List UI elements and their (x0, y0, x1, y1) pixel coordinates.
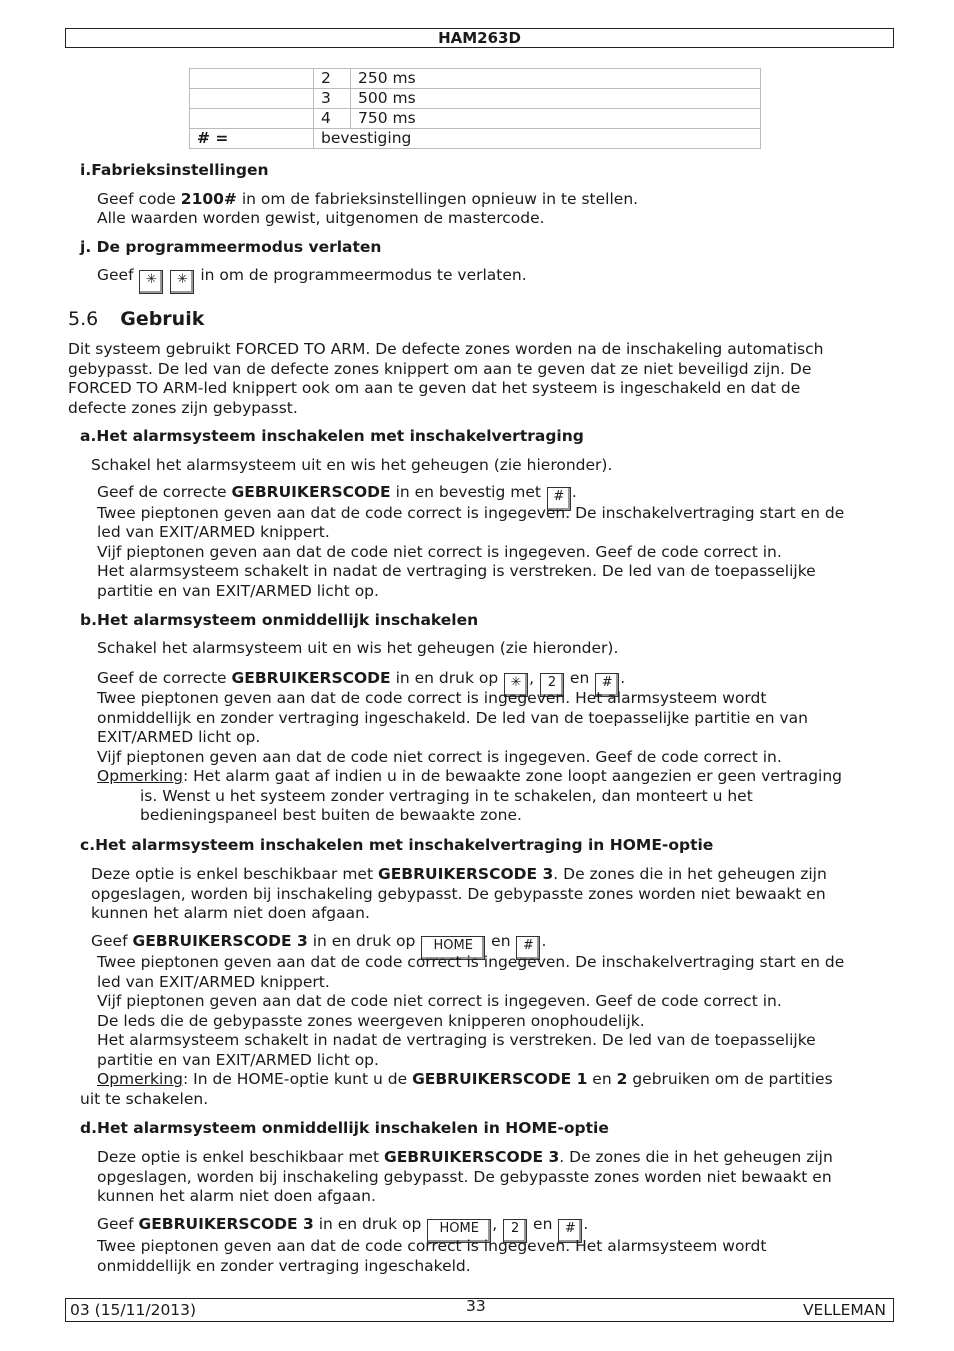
paragraph: Geef GEBRUIKERSCODE 3 in en druk op HOME en # . (91, 932, 546, 960)
table-cell: 750 ms (351, 109, 761, 129)
paragraph: led van EXIT/ARMED knippert. (97, 972, 330, 991)
table-cell: 2 (314, 69, 351, 89)
hash-key-icon: # (595, 673, 619, 697)
heading-i: i.Fabrieksinstellingen (80, 161, 269, 179)
star-key-icon: ✳ (139, 270, 163, 294)
paragraph: opgeslagen, worden bij inschakeling gebypasst. De gebypasste zones worden niet bewaakt en (97, 1167, 832, 1186)
hash-key-icon: # (558, 1219, 582, 1243)
heading-j: j. De programmeermodus verlaten (80, 238, 382, 256)
footer-date: 03 (15/11/2013) (70, 1301, 197, 1319)
page-footer (65, 1298, 894, 1322)
paragraph: led van EXIT/ARMED knippert. (97, 523, 330, 541)
paragraph: FORCED TO ARM-led knippert ook om aan te geven dat het systeem is ingeschakeld en dat de (68, 379, 801, 397)
value-table (189, 68, 761, 149)
paragraph: onmiddellijk en zonder vertraging ingeschakeld. (97, 1256, 471, 1275)
home-key-icon: HOME (421, 936, 485, 960)
table-cell: # = (190, 129, 314, 149)
hash-key-icon: # (516, 936, 540, 960)
table-cell (190, 89, 314, 109)
hash-key-icon: # (547, 487, 571, 511)
heading-a: a.Het alarmsysteem inschakelen met inschakelvertraging (80, 427, 584, 445)
paragraph: Geef de correcte GEBRUIKERSCODE in en bevestig met # . (97, 483, 577, 511)
table-cell: 3 (314, 89, 351, 109)
paragraph: Twee pieptonen geven aan dat de code correct is ingegeven. Het alarmsysteem wordt (97, 1237, 767, 1255)
table-cell: 500 ms (351, 89, 761, 109)
paragraph: defecte zones zijn gebypasst. (68, 398, 298, 417)
paragraph: Schakel het alarmsysteem uit en wis het geheugen (zie hieronder). (91, 456, 613, 474)
page-number: 33 (466, 1297, 486, 1315)
table-row (190, 89, 761, 109)
paragraph: Het alarmsysteem schakelt in nadat de vertraging is verstreken. De led van de toepasselijke (97, 562, 816, 580)
table-cell: 4 (314, 109, 351, 129)
two-key-icon: 2 (540, 673, 564, 697)
table-cell (190, 69, 314, 89)
paragraph: EXIT/ARMED licht op. (97, 728, 261, 746)
paragraph: partitie en van EXIT/ARMED licht op. (97, 1050, 379, 1069)
table-row (190, 109, 761, 129)
star-key-icon: ✳ (170, 270, 194, 294)
two-key-icon: 2 (503, 1219, 527, 1243)
paragraph: Geef ✳ ✳ in om de programmeermodus te verlaten. (97, 266, 527, 294)
paragraph: kunnen het alarm niet doen afgaan. (91, 904, 370, 922)
note: Opmerking: In de HOME-optie kunt u de GEBRUIKERSCODE 1 en 2 gebruiken om de partities (97, 1070, 833, 1088)
footer-brand: VELLEMAN (802, 1301, 886, 1319)
paragraph: Vijf pieptonen geven aan dat de code niet correct is ingegeven. Geef de code correct in. (97, 747, 782, 766)
paragraph: onmiddellijk en zonder vertraging ingeschakeld. De led van de toepasselijke partitie en van (97, 708, 808, 727)
table-row (190, 129, 761, 149)
paragraph: Twee pieptonen geven aan dat de code correct is ingegeven. De inschakelvertraging start en de (97, 504, 845, 522)
note: bedieningspaneel best buiten de bewaakte zone. (140, 806, 522, 824)
paragraph: Deze optie is enkel beschikbaar met GEBRUIKERSCODE 3. De zones die in het geheugen zijn (91, 865, 827, 883)
section-heading: 5.6 Gebruik (68, 308, 205, 330)
page-header (65, 28, 894, 48)
home-key-icon: HOME (427, 1219, 491, 1243)
heading-d: d.Het alarmsysteem onmiddellijk inschakelen in HOME-optie (80, 1119, 609, 1137)
paragraph: Dit systeem gebruikt FORCED TO ARM. De defecte zones worden na de inschakeling automatisch (68, 340, 824, 358)
paragraph: Alle waarden worden gewist, uitgenomen de mastercode. (97, 209, 545, 227)
paragraph: De leds die de gebypasste zones weergeven knipperen onophoudelijk. (97, 1011, 645, 1030)
paragraph: Vijf pieptonen geven aan dat de code niet correct is ingegeven. Geef de code correct in. (97, 542, 782, 561)
paragraph: Geef de correcte GEBRUIKERSCODE in en druk op ✳ , 2 en # . (97, 669, 625, 697)
star-key-icon: ✳ (504, 673, 528, 697)
model-title: HAM263D (438, 29, 521, 47)
paragraph: Twee pieptonen geven aan dat de code correct is ingegeven. De inschakelvertraging start en de (97, 953, 845, 971)
note: is. Wenst u het systeem zonder vertraging in te schakelen, dan monteert u het (140, 786, 753, 805)
paragraph: partitie en van EXIT/ARMED licht op. (97, 581, 379, 600)
heading-b: b.Het alarmsysteem onmiddellijk inschakelen (80, 611, 479, 629)
note: Opmerking: Het alarm gaat af indien u in de bewaakte zone loopt aangezien er geen vertraging (97, 767, 843, 785)
table-cell: 250 ms (351, 69, 761, 89)
paragraph: Twee pieptonen geven aan dat de code correct is ingegeven. Het alarmsysteem wordt (97, 689, 767, 707)
paragraph: Schakel het alarmsysteem uit en wis het geheugen (zie hieronder). (97, 639, 619, 657)
paragraph: gebypasst. De led van de defecte zones knippert om aan te geven dat ze niet beveiligd zijn. De (68, 359, 812, 378)
heading-c: c.Het alarmsysteem inschakelen met inschakelvertraging in HOME-optie (80, 836, 714, 854)
paragraph: Het alarmsysteem schakelt in nadat de vertraging is verstreken. De led van de toepasselijke (97, 1031, 816, 1049)
table-cell (190, 109, 314, 129)
paragraph: Geef GEBRUIKERSCODE 3 in en druk op HOME , 2 en # . (97, 1215, 588, 1243)
paragraph: Geef code 2100# in om de fabrieksinstellingen opnieuw in te stellen. (97, 190, 639, 208)
table-row (190, 69, 761, 89)
paragraph: opgeslagen, worden bij inschakeling gebypasst. De gebypasste zones worden niet bewaakt en (91, 884, 826, 903)
paragraph: Deze optie is enkel beschikbaar met GEBRUIKERSCODE 3. De zones die in het geheugen zijn (97, 1148, 833, 1166)
table-cell: bevestiging (314, 129, 761, 149)
paragraph: kunnen het alarm niet doen afgaan. (97, 1187, 376, 1205)
paragraph: Vijf pieptonen geven aan dat de code niet correct is ingegeven. Geef de code correct in. (97, 992, 782, 1010)
note: uit te schakelen. (80, 1089, 209, 1108)
